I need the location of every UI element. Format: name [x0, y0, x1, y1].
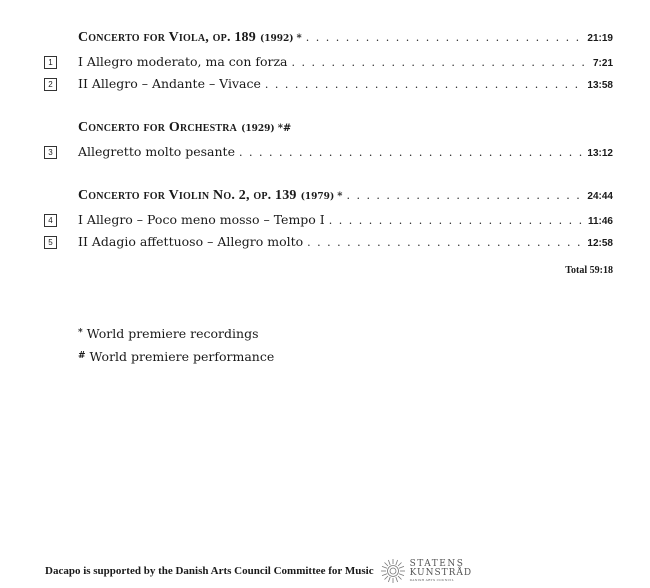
track-row	[48, 234, 613, 256]
work-title: Concerto for Orchestra	[78, 120, 238, 135]
work-viola-concerto	[0, 30, 650, 98]
work-orchestra-concerto	[0, 120, 650, 166]
work-year: (1929)	[241, 124, 275, 134]
track-title: II Adagio affettuoso – Allegro molto	[78, 234, 304, 249]
work-header	[78, 188, 613, 212]
footnotes	[78, 326, 274, 372]
track-number: 1	[44, 56, 57, 69]
work-title: Concerto for Viola, op. 189	[78, 30, 256, 45]
logo-line: DANISH ARTS COUNCIL	[409, 578, 455, 582]
sunburst-icon	[380, 558, 406, 584]
footnote	[78, 349, 274, 372]
track-title: Allegretto molto pesante	[78, 144, 235, 159]
work-year: (1992)	[259, 34, 294, 44]
total-duration: Total 59:18	[565, 265, 613, 276]
work-violin-concerto	[0, 188, 650, 256]
track-title: I Allegro moderato, ma con forza	[78, 54, 288, 69]
work-duration: 24:44	[587, 191, 613, 202]
track-number: 2	[44, 78, 57, 91]
footnote	[78, 326, 274, 349]
work-year: (1979)	[300, 192, 335, 202]
work-title: Concerto for Violin No. 2, op. 139	[78, 188, 297, 203]
track-title: II Allegro – Andante – Vivace	[78, 76, 261, 91]
logo-line: STATENS	[409, 559, 465, 569]
logo-wordmark	[410, 560, 473, 582]
work-header	[78, 30, 613, 54]
footnote-text: World premiere performance	[89, 349, 275, 364]
track-duration: 13:12	[587, 148, 613, 159]
statens-kunstrad-logo	[380, 558, 473, 584]
track-number: 5	[44, 236, 57, 249]
footnote-mark: *	[78, 328, 83, 338]
dot-leader	[306, 31, 584, 44]
track-duration: 13:58	[587, 80, 613, 91]
dot-leader	[329, 214, 584, 227]
dot-leader	[307, 236, 583, 249]
track-row	[48, 76, 613, 98]
support-statement: Dacapo is supported by the Danish Arts Council Committee for Music	[45, 565, 374, 577]
dot-leader	[292, 56, 589, 69]
track-duration: 12:58	[587, 238, 613, 249]
dot-leader	[239, 146, 583, 159]
footer	[45, 558, 472, 584]
dot-leader	[346, 189, 583, 202]
logo-line: KUNSTRÅD	[409, 568, 473, 578]
dot-leader	[265, 78, 584, 91]
work-header	[78, 120, 613, 144]
premiere-mark: *#	[277, 123, 292, 134]
track-row	[48, 144, 613, 166]
footnote-mark: #	[78, 351, 86, 361]
track-listing	[0, 30, 650, 278]
track-title: I Allegro – Poco meno mosso – Tempo I	[78, 212, 325, 227]
premiere-mark: *	[337, 191, 343, 202]
track-duration: 7:21	[592, 58, 613, 69]
track-number: 4	[44, 214, 57, 227]
track-number: 3	[44, 146, 57, 159]
premiere-mark: *	[296, 33, 302, 44]
track-duration: 11:46	[587, 216, 613, 227]
work-duration: 21:19	[587, 33, 613, 44]
footnote-text: World premiere recordings	[86, 326, 259, 341]
track-row	[48, 212, 613, 234]
track-row	[48, 54, 613, 76]
